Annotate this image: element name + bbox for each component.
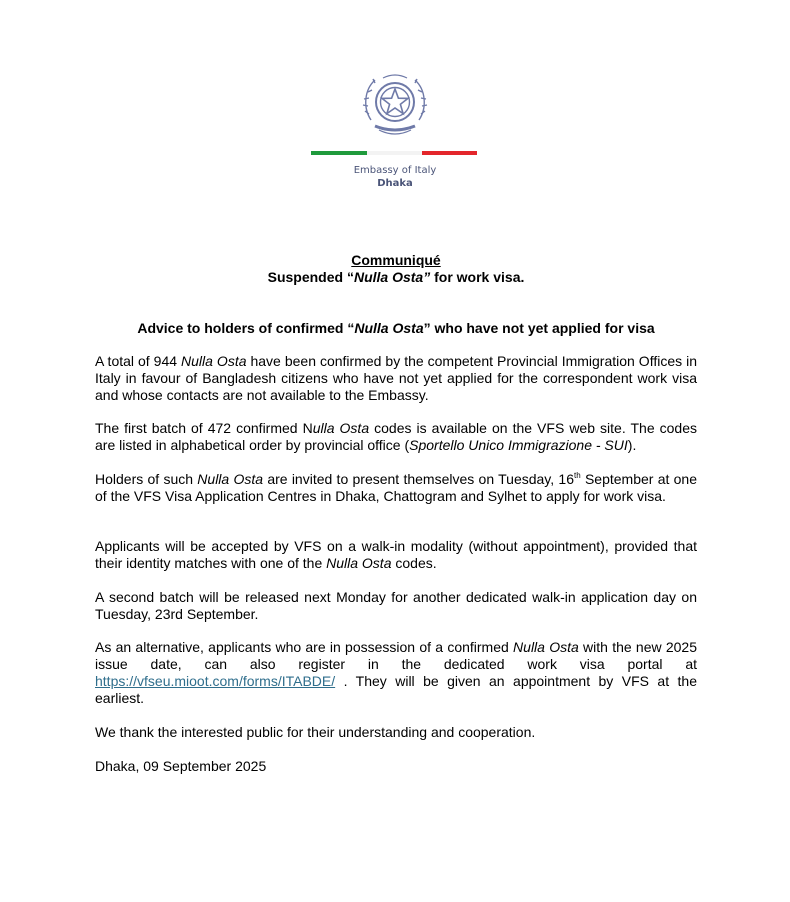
visa-portal-link[interactable]: https://vfseu.mioot.com/forms/ITABDE/: [95, 673, 336, 689]
section-text: Advice to holders of confirmed “: [137, 320, 355, 336]
text: As an alternative, applicants who are in possession of a confirmed: [95, 639, 514, 655]
text: We thank the interested public for their understanding and cooperation.: [95, 724, 536, 740]
flag-stripe-green: [311, 151, 367, 155]
flag-stripe-red: [422, 151, 477, 155]
paragraph-walk-in: [95, 538, 697, 572]
subtitle-text: for work visa.: [430, 269, 525, 285]
text: A second batch will be released next Monday for another dedicated walk-in application day on Tuesday, 23rd September.: [95, 589, 697, 622]
paragraph-second-batch: [95, 589, 697, 623]
text: codes is available on the VFS web site. The codes are listed in alphabetical order by provincial office (: [95, 420, 697, 453]
paragraph-first-batch: [95, 420, 697, 454]
section-text: ” who have not yet applied for visa: [423, 320, 655, 336]
subtitle-text: Suspended “: [267, 269, 354, 285]
text: Applicants will be accepted by VFS on a walk-in modality (without appointment), provided that their identity matches with one of the: [95, 538, 697, 571]
paragraph-alternative-portal: [95, 639, 697, 707]
date-text: Dhaka, 09 September 2025: [95, 758, 267, 774]
text: codes.: [391, 555, 437, 571]
section-heading: [95, 320, 697, 337]
document-heading: [95, 252, 697, 269]
italic-text: Sportello Unico Immigrazione - SUI: [409, 437, 628, 453]
text: A total of 944: [95, 353, 182, 369]
text: Holders of such: [95, 471, 198, 487]
paragraph-thanks: [95, 724, 697, 741]
italic-text: ulla Osta: [312, 420, 370, 436]
text: ).: [627, 437, 637, 453]
italic-text: Nulla Osta: [181, 353, 247, 369]
document-subtitle: [95, 269, 697, 286]
flag-stripe-white: [367, 151, 422, 155]
italian-republic-emblem-icon: [361, 68, 429, 140]
subtitle-italic: Nulla Osta”: [353, 269, 431, 285]
embassy-city: Dhaka: [377, 178, 413, 189]
text: with the new 2025 issue date, can also register in the dedicated work visa portal at: [95, 639, 697, 672]
text: September at one of the VFS Visa Application Centres in Dhaka, Chattogram and Sylhet to apply for work visa.: [95, 471, 697, 504]
communique-title: Communiqué: [351, 252, 441, 268]
italic-text: Nulla Osta: [197, 471, 264, 487]
italic-text: Nulla Osta: [326, 555, 392, 571]
embassy-name: Embassy of Italy: [353, 165, 437, 176]
paragraph-holders-invited: [95, 471, 697, 505]
italic-text: Nulla Osta: [513, 639, 579, 655]
text: have been confirmed by the competent Provincial Immigration Offices in Italy in favour of Bangladesh citizens who have not yet applied for the correspondent work visa and whose contacts are not available to the Embassy.: [95, 353, 698, 403]
section-italic: Nulla Osta: [354, 320, 424, 336]
text: are invited to present themselves on Tuesday, 16: [263, 471, 574, 487]
text: The first batch of 472 confirmed N: [95, 420, 313, 436]
document-date: [95, 758, 697, 775]
text: . They will be given an appointment by VFS at the earliest.: [95, 673, 697, 706]
ordinal-suffix: th: [574, 471, 581, 480]
paragraph-total-confirmed: [95, 353, 697, 404]
